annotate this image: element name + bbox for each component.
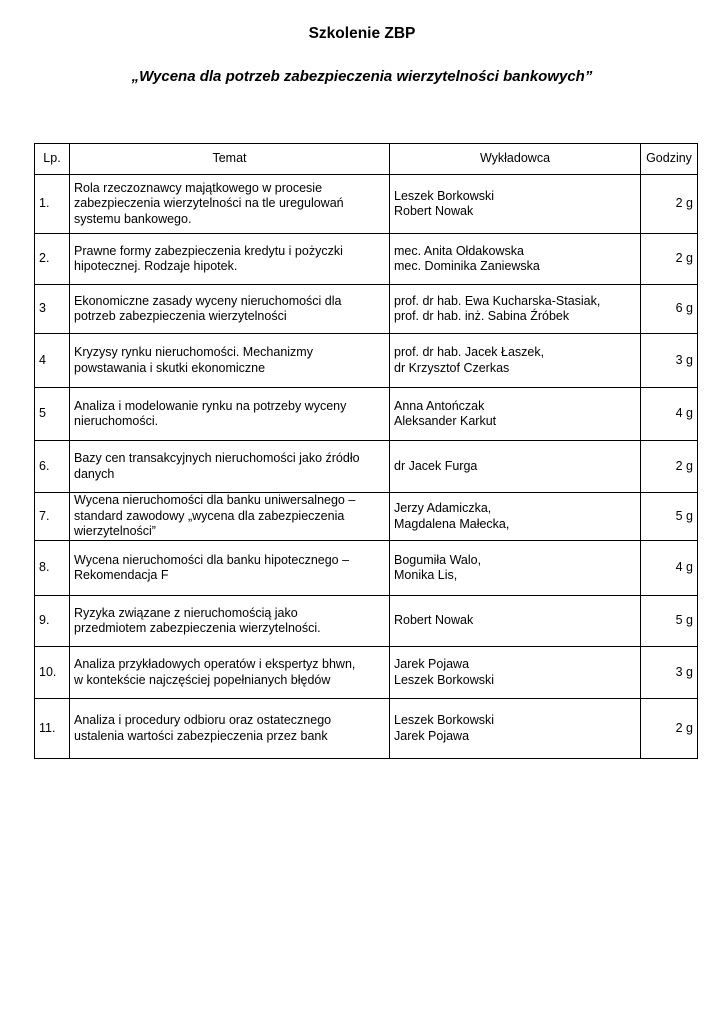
row-hours: 4 g bbox=[641, 388, 698, 441]
table-row bbox=[35, 441, 698, 493]
topic-line: Wycena nieruchomości dla banku hipotecznego – bbox=[74, 552, 350, 567]
table-row bbox=[35, 234, 698, 285]
table-row bbox=[35, 699, 698, 759]
topic-line: Wycena nieruchomości dla banku uniwersalnego – bbox=[74, 493, 356, 508]
row-hours: 3 g bbox=[641, 334, 698, 388]
topic-line: przedmiotem zabezpieczenia wierzytelności. bbox=[74, 621, 321, 635]
row-hours: 2 g bbox=[641, 699, 698, 759]
topic-line: Bazy cen transakcyjnych nieruchomości jako źródło bbox=[74, 451, 360, 465]
lecturer-name: dr Jacek Furga bbox=[394, 458, 478, 473]
table-row bbox=[35, 334, 698, 388]
topic-line: hipotecznej. Rodzaje hipotek. bbox=[74, 259, 238, 273]
lecturer-name: Jarek Pojawa bbox=[394, 657, 470, 671]
table-row bbox=[35, 285, 698, 334]
lecturer-name: Jerzy Adamiczka, bbox=[394, 501, 492, 515]
column-header-lp: Lp. bbox=[35, 144, 70, 175]
topic-line: wierzytelności” bbox=[74, 524, 156, 539]
training-schedule-table bbox=[34, 143, 698, 759]
table-row bbox=[35, 596, 698, 647]
row-topic bbox=[70, 388, 390, 441]
lecturer-name: Robert Nowak bbox=[394, 204, 474, 218]
lecturer-name: Robert Nowak bbox=[394, 613, 474, 628]
topic-line: w kontekście najczęściej popełnianych błędów bbox=[74, 672, 331, 687]
document-subtitle: „Wycena dla potrzeb zabezpieczenia wierzytelności bankowych” bbox=[131, 68, 593, 85]
lecturer-name: prof. dr hab. inż. Sabina Źróbek bbox=[394, 309, 570, 323]
row-topic bbox=[70, 493, 390, 541]
row-number: 7. bbox=[35, 493, 70, 541]
row-lecturers bbox=[390, 596, 641, 647]
row-topic bbox=[70, 596, 390, 647]
lecturer-name: Bogumiła Walo, bbox=[394, 552, 482, 567]
row-lecturers bbox=[390, 334, 641, 388]
topic-line: Prawne formy zabezpieczenia kredytu i pożyczki bbox=[74, 243, 343, 258]
row-number: 3 bbox=[35, 285, 70, 334]
row-lecturers bbox=[390, 541, 641, 596]
row-topic bbox=[70, 334, 390, 388]
row-lecturers bbox=[390, 285, 641, 334]
row-lecturers bbox=[390, 175, 641, 234]
topic-line: zabezpieczenia wierzytelności na tle uregulowań bbox=[74, 196, 344, 211]
row-number: 9. bbox=[35, 596, 70, 647]
row-topic bbox=[70, 441, 390, 493]
topic-line: Kryzysy rynku nieruchomości. Mechanizmy bbox=[74, 345, 313, 359]
row-number: 6. bbox=[35, 441, 70, 493]
row-number: 8. bbox=[35, 541, 70, 596]
topic-line: nieruchomości. bbox=[74, 414, 159, 428]
row-hours: 6 g bbox=[641, 285, 698, 334]
row-number: 1. bbox=[35, 175, 70, 234]
column-header-topic: Temat bbox=[70, 144, 390, 175]
topic-line: systemu bankowego. bbox=[74, 211, 192, 226]
topic-line: Analiza i procedury odbioru oraz ostatecznego bbox=[74, 713, 332, 727]
lecturer-name: Leszek Borkowski bbox=[394, 713, 495, 727]
topic-line: danych bbox=[74, 466, 115, 481]
lecturer-name: Jarek Pojawa bbox=[394, 728, 470, 743]
lecturer-name: Anna Antończak bbox=[394, 398, 485, 413]
row-number: 4 bbox=[35, 334, 70, 388]
row-topic bbox=[70, 699, 390, 759]
row-number: 10. bbox=[35, 647, 70, 699]
table-row bbox=[35, 175, 698, 234]
row-number: 5 bbox=[35, 388, 70, 441]
topic-line: Ekonomiczne zasady wyceny nieruchomości dla bbox=[74, 293, 342, 308]
lecturer-name: Magdalena Małecka, bbox=[394, 516, 510, 531]
row-hours: 2 g bbox=[641, 441, 698, 493]
topic-line: Analiza przykładowych operatów i ekspertyz bhwn, bbox=[74, 657, 356, 671]
topic-line: Ryzyka związane z nieruchomością jako bbox=[74, 605, 298, 620]
table-row bbox=[35, 541, 698, 596]
topic-line: Rola rzeczoznawcy majątkowego w procesie bbox=[74, 180, 323, 195]
lecturer-name: mec. Anita Ołdakowska bbox=[394, 243, 524, 258]
row-lecturers bbox=[390, 699, 641, 759]
row-hours: 4 g bbox=[641, 541, 698, 596]
row-number: 11. bbox=[35, 699, 70, 759]
column-header-lecturer: Wykładowca bbox=[390, 144, 641, 175]
row-lecturers bbox=[390, 388, 641, 441]
document-title: Szkolenie ZBP bbox=[308, 25, 416, 42]
row-topic bbox=[70, 234, 390, 285]
row-lecturers bbox=[390, 647, 641, 699]
topic-line: Analiza i modelowanie rynku na potrzeby wyceny bbox=[74, 398, 347, 413]
table-row bbox=[35, 493, 698, 541]
row-hours: 5 g bbox=[641, 596, 698, 647]
row-lecturers bbox=[390, 441, 641, 493]
row-hours: 3 g bbox=[641, 647, 698, 699]
row-topic bbox=[70, 541, 390, 596]
row-topic bbox=[70, 285, 390, 334]
topic-line: potrzeb zabezpieczenia wierzytelności bbox=[74, 309, 287, 323]
topic-line: powstawania i skutki ekonomiczne bbox=[74, 360, 266, 375]
row-hours: 5 g bbox=[641, 493, 698, 541]
lecturer-name: Leszek Borkowski bbox=[394, 672, 495, 687]
row-lecturers bbox=[390, 493, 641, 541]
column-header-hours: Godziny bbox=[641, 144, 698, 175]
row-hours: 2 g bbox=[641, 234, 698, 285]
lecturer-name: prof. dr hab. Jacek Łaszek, bbox=[394, 345, 545, 359]
topic-line: ustalenia wartości zabezpieczenia przez bank bbox=[74, 728, 328, 743]
row-topic bbox=[70, 647, 390, 699]
row-number: 2. bbox=[35, 234, 70, 285]
topic-line: Rekomendacja F bbox=[74, 568, 169, 582]
lecturer-name: dr Krzysztof Czerkas bbox=[394, 360, 510, 375]
table-header-row bbox=[35, 144, 698, 175]
lecturer-name: Monika Lis, bbox=[394, 568, 458, 582]
row-hours: 2 g bbox=[641, 175, 698, 234]
table-row bbox=[35, 647, 698, 699]
topic-line: standard zawodowy „wycena dla zabezpieczenia bbox=[74, 508, 345, 523]
lecturer-name: Aleksander Karkut bbox=[394, 414, 497, 428]
lecturer-name: prof. dr hab. Ewa Kucharska-Stasiak, bbox=[394, 293, 601, 308]
row-lecturers bbox=[390, 234, 641, 285]
table-row bbox=[35, 388, 698, 441]
row-topic bbox=[70, 175, 390, 234]
lecturer-name: Leszek Borkowski bbox=[394, 188, 495, 203]
lecturer-name: mec. Dominika Zaniewska bbox=[394, 259, 540, 273]
